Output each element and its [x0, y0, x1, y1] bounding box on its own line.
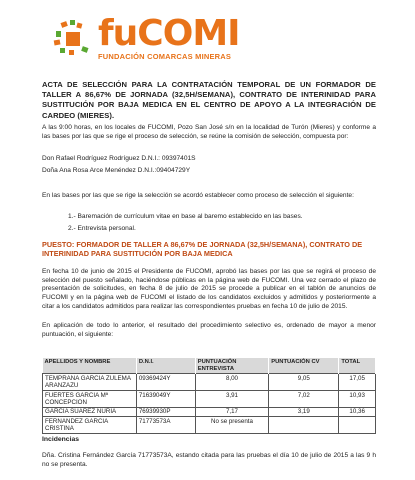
- table-row: [43, 374, 376, 391]
- committee-member: Don Rafael Rodríguez Rodríguez D.N.I.: 09397401S: [42, 155, 196, 162]
- committee-member: Doña Ana Rosa Arce Menéndez D.N.I.:09404729Y: [42, 167, 191, 174]
- header-interview-score: PUNTUACIÓN ENTREVISTA: [195, 358, 268, 374]
- cell-interview: No se presenta: [195, 417, 268, 434]
- table-header-row: [43, 358, 376, 374]
- document-title: ACTA DE SELECCIÓN PARA LA CONTRATACIÓN TEMPORAL DE UN FORMADOR DE TALLER A 86,67% DE JORNADA (32,5H/SEMANA), CONTRATO DE INTERINIDAD PARA SUSTITUCIÓN POR BAJA MEDICA EN EL CENTRO DE APOYO A LA INTEGRACIÓN DE CARDEO (MIERES).: [42, 80, 376, 120]
- cell-dni: 71773573A: [136, 417, 195, 434]
- cell-interview: 3,91: [195, 390, 268, 407]
- cell-total: 10,36: [339, 407, 376, 416]
- header-cv-score: PUNTUACIÓN CV: [269, 358, 339, 374]
- cell-total: 10,93: [339, 390, 376, 407]
- cell-cv: [269, 417, 339, 434]
- header-name: APELLIDOS Y NOMBRE: [43, 358, 137, 374]
- fucomi-logo: [52, 13, 240, 64]
- cell-total: 17,05: [339, 374, 376, 391]
- process-step: 1.- Baremación de currículum vitae en base al baremo establecido en las bases.: [68, 213, 303, 220]
- cell-total: [339, 417, 376, 434]
- bases-paragraph: En las bases por las que se rige la selección se acordó establecer como proceso de selección el siguiente:: [42, 192, 354, 199]
- logo-subtitle: FUNDACIÓN COMARCAS MINERAS: [98, 52, 232, 61]
- cell-cv: 7,02: [269, 390, 339, 407]
- table-row: [43, 407, 376, 416]
- cell-dni: 71639049Y: [136, 390, 195, 407]
- cell-name: TEMPRANA GARCIA ZULEMA ARANZAZU: [43, 374, 137, 391]
- incidents-paragraph: Dña. Cristina Fernández García 71773573A, estando citada para las pruebas el día 10 de julio de 2015 a las 9 h no se presenta.: [42, 452, 376, 468]
- cell-cv: 9,05: [269, 374, 339, 391]
- cell-interview: 8,00: [195, 374, 268, 391]
- cell-interview: 7,17: [195, 407, 268, 416]
- results-table: [42, 358, 376, 434]
- table-row: [43, 390, 376, 407]
- cell-name: GARCIA SUAREZ NURIA: [43, 407, 137, 416]
- position-heading: PUESTO: FORMADOR DE TALLER A 86,67% DE JORNADA (32,5H/SEMANA), CONTRATO DE INTERINIDAD PARA SUSTITUCIÓN POR BAJA MEDICA: [42, 240, 363, 259]
- header-total: TOTAL: [339, 358, 376, 374]
- cell-name: FUERTES GARCIA Mª CONCEPCION: [43, 390, 137, 407]
- cell-cv: 3,19: [269, 407, 339, 416]
- process-step: 2.- Entrevista personal.: [68, 225, 136, 232]
- cell-dni: 09369424Y: [136, 374, 195, 391]
- header-dni: D.N.I.: [136, 358, 195, 374]
- fucomi-emblem-icon: [52, 18, 94, 58]
- logo-wordmark: fuCOMI: [98, 13, 240, 54]
- intro-paragraph: A las 9:00 horas, en los locales de FUCOMI, Pozo San José s/n en la localidad de Turón (Mieres) y conforme a las bases por las que se rige el proceso de selección, se reúne la comisión de selección, compuesta por:: [42, 124, 376, 140]
- cell-name: FERNANDEZ GARCIA CRISTINA: [43, 417, 137, 434]
- cell-dni: 76939930P: [136, 407, 195, 416]
- table-row: [43, 417, 376, 434]
- result-intro-paragraph: En aplicación de todo lo anterior, el resultado del procedimiento selectivo es, ordenado de mayor a menor puntuación, el siguiente:: [42, 322, 376, 338]
- dates-paragraph: En fecha 10 de junio de 2015 el Presidente de FUCOMI, aprobó las bases por las que se regirá el proceso de selección del puesto señalado, haciéndose públicas en la página web de FUCOMI. Una vez cerrado el plazo de presentación de solicitudes, en fecha 8 de julio de 2015 se procede a publicar en el tablón de anuncios de FUCOMI y en la página web de FUCOMI el listado de los candidatos excluidos y admitidos y posteriormente a citar a los candidatos admitidos para realizar las correspondientes pruebas en fecha 10 de julio de 2015.: [42, 268, 376, 310]
- incidents-heading: Incidencias: [42, 436, 80, 443]
